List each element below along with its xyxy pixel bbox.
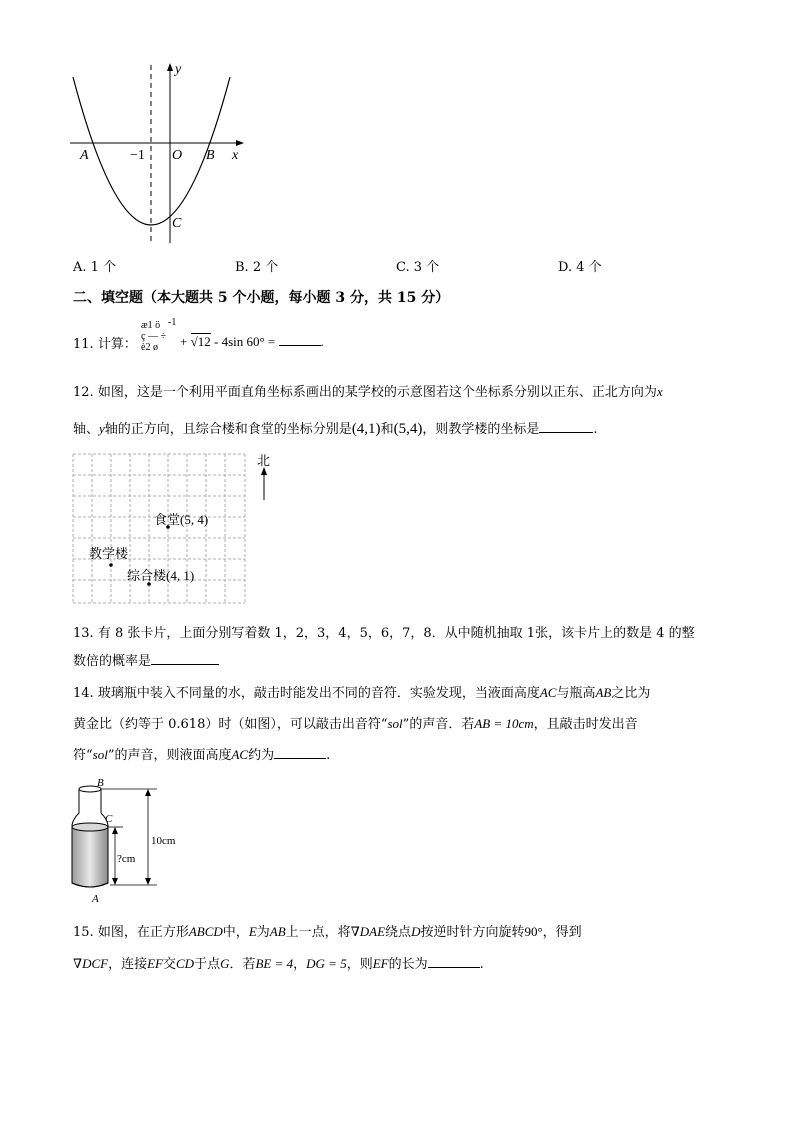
q15-answer-blank[interactable] — [428, 955, 480, 968]
question-11 — [73, 333, 137, 352]
label-C: C — [172, 216, 182, 231]
question-12-line-2: 轴、y轴的正方向，且综合楼和食堂的坐标分别是(4,1)和(5,4)，则教学楼的坐标是 . — [73, 421, 598, 437]
question-14-line-1: 14. 玻璃瓶中装入不同量的水，敲击时能发出不同的音符．实验发现，当液面高度AC与瓶高AB之比为 — [73, 685, 651, 701]
y-axis-arrow-icon — [167, 63, 173, 71]
water-fill — [72, 827, 108, 887]
q11-expression: + √12 - 4sin 60° = . — [180, 334, 324, 349]
bottle-label-A: A — [92, 893, 99, 905]
q10-option-c[interactable]: C. 3 个 — [396, 260, 440, 275]
q10-option-a[interactable]: A. 1 个 — [73, 260, 117, 275]
q11-answer-blank[interactable] — [279, 333, 321, 346]
label-A: A — [80, 148, 89, 163]
complex-building-label: 综合楼(4, 1) — [127, 568, 195, 583]
question-15-line-2: ∇DCF，连接EF交CD于点G．若BE = 4，DG = 5，则EF的长为 . — [73, 956, 484, 972]
north-arrow-icon — [261, 467, 267, 475]
q13-answer-blank[interactable] — [151, 652, 219, 665]
label-y: y — [175, 62, 182, 77]
school-grid-figure — [70, 450, 290, 608]
q11-fraction: æ1 ö ç — ÷ è2 ø — [141, 320, 166, 353]
question-12-line-1: 12. 如图，这是一个利用平面直角坐标系画出的某学校的示意图若这个坐标系分别以正东、正北方向为x — [73, 384, 663, 400]
x-axis-arrow-icon — [236, 140, 244, 146]
bottle-label-unknown: ?cm — [117, 853, 136, 865]
q11-exponent: -1 — [168, 317, 177, 328]
label-neg1: −1 — [130, 148, 145, 163]
north-label: 北 — [257, 453, 271, 468]
section-2-title: 二、填空题（本大题共 5 个小题，每小题 3 分，共 15 分） — [73, 290, 450, 306]
parabola-figure — [60, 55, 260, 245]
bottle-label-C: C — [105, 813, 113, 825]
canteen-label: 食堂(5, 4) — [154, 512, 209, 527]
question-14-line-2: 黄金比（约等于 0.618）时（如图），可以敲击出音符“sol”的声音．若AB = 10cm，且敲击时发出音 — [73, 716, 638, 732]
q11-prefix: 计算： — [97, 337, 137, 352]
question-14-line-3: 符“sol”的声音，则液面高度AC约为 . — [73, 747, 331, 763]
question-13-line-2: 数倍的概率是 — [73, 650, 219, 669]
bottle-label-height: 10cm — [151, 835, 176, 847]
question-15-line-1: 15. 如图，在正方形ABCD中，E为AB上一点，将∇DAE绕点D按逆时针方向旋转90°，得到 — [73, 924, 582, 940]
bottle-figure — [65, 775, 195, 905]
bottle-label-B: B — [97, 777, 104, 789]
q12-answer-blank[interactable] — [539, 420, 593, 433]
label-B: B — [206, 148, 215, 163]
label-x: x — [232, 148, 239, 163]
q11-number: 11. — [73, 337, 94, 352]
label-O: O — [172, 148, 183, 163]
q14-answer-blank[interactable] — [274, 746, 326, 759]
q10-option-d[interactable]: D. 4 个 — [558, 260, 602, 275]
teaching-building-point — [109, 563, 113, 567]
q10-option-b[interactable]: B. 2 个 — [235, 260, 279, 275]
question-13-line-1: 13. 有 8 张卡片，上面分别写着数 1，2，3，4，5，6，7，8．从中随机抽取 1张，该卡片上的数是 4 的整 — [73, 626, 695, 641]
teaching-building-label: 教学楼 — [89, 546, 129, 561]
